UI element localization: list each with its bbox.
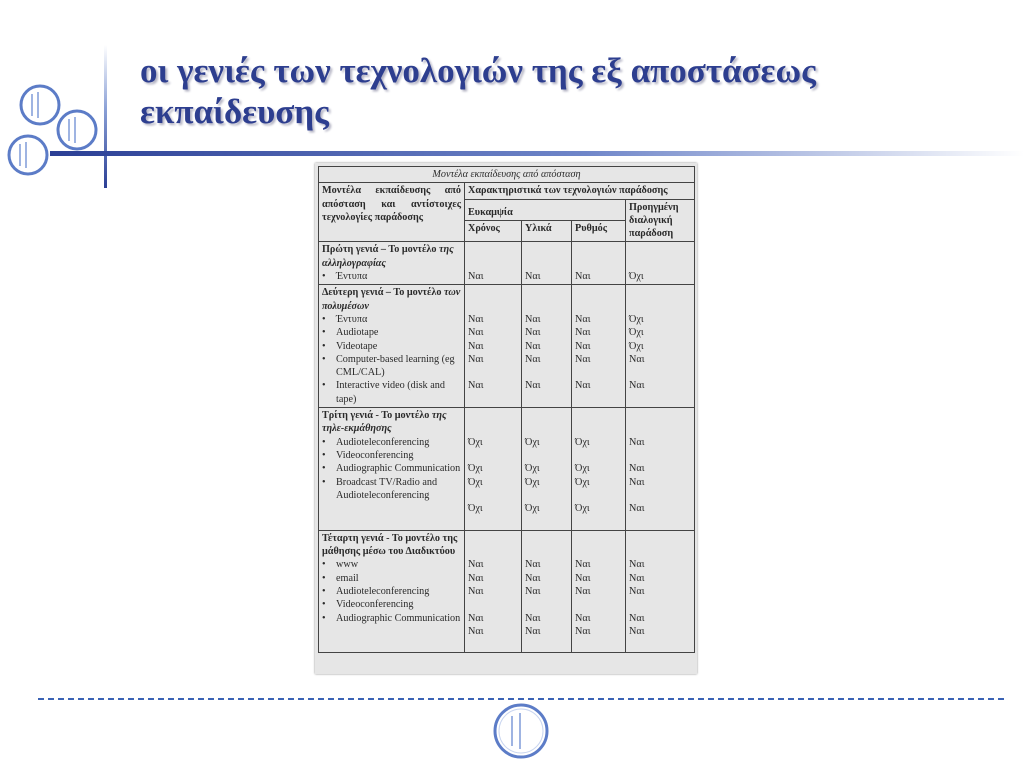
- section-title-bold: Πρώτη γενιά – Το μοντέλο: [322, 244, 437, 256]
- value-spacer: [629, 545, 691, 558]
- value-spacer: [629, 409, 691, 422]
- value-spacer: [575, 545, 622, 558]
- list-item: [322, 572, 461, 585]
- header-characteristics: Χαρακτηριστικά των τεχνολογιών παράδοσης: [465, 183, 695, 199]
- bullet-icon: •: [322, 449, 326, 461]
- bullet-icon: •: [322, 612, 326, 624]
- section-cell: [319, 408, 465, 531]
- value-cell: [522, 242, 572, 285]
- list-item-label: Audiographic Communication: [336, 463, 461, 475]
- list-item: [322, 612, 461, 625]
- section-title: [322, 409, 461, 436]
- value: Ναι: [629, 503, 645, 515]
- value-spacer: [575, 257, 622, 270]
- value-spacer: [525, 409, 568, 422]
- value: Ναι: [468, 327, 484, 339]
- value-spacer: [468, 545, 518, 558]
- value: Ναι: [525, 572, 541, 584]
- value: Ναι: [629, 463, 645, 475]
- list-item-label: Audiographic Communication: [336, 612, 461, 624]
- value-spacer: [629, 257, 691, 270]
- value-spacer: [468, 409, 518, 422]
- value-spacer: [629, 489, 691, 502]
- list-item: [322, 340, 461, 353]
- value: Όχι: [525, 476, 540, 488]
- header-advanced-delivery: Προηγμένη διαλογική παράδοση: [626, 199, 695, 242]
- value-spacer: [525, 243, 568, 256]
- value-cell: [522, 408, 572, 531]
- value-cell: [465, 408, 522, 531]
- list-item-label: Έντυπα: [336, 271, 368, 283]
- value: Ναι: [468, 585, 484, 597]
- list-item: [322, 326, 461, 339]
- value-spacer: [575, 489, 622, 502]
- value-spacer: [468, 286, 518, 299]
- value-spacer: [575, 532, 622, 545]
- value-spacer: [629, 532, 691, 545]
- list-item-label: Έντυπα: [336, 313, 368, 325]
- value: Ναι: [629, 572, 645, 584]
- list-item: [322, 558, 461, 571]
- value-spacer: [629, 598, 691, 611]
- value-cell: [522, 530, 572, 653]
- value: Ναι: [525, 340, 541, 352]
- value-spacer: [629, 300, 691, 313]
- value-cell: [626, 242, 695, 285]
- value-spacer: [468, 532, 518, 545]
- value-spacer: [525, 515, 568, 528]
- header-time: Χρόνος: [465, 221, 522, 242]
- value: Όχι: [629, 271, 644, 283]
- header-pace: Ρυθμός: [572, 221, 626, 242]
- corner-logo-icon: [2, 80, 102, 180]
- table-row: [319, 530, 695, 653]
- value-spacer: [525, 638, 568, 651]
- value-spacer: [575, 286, 622, 299]
- list-item-label: Videotape: [336, 340, 378, 352]
- list-item-label: Audiotape: [336, 327, 379, 339]
- value: Όχι: [629, 313, 644, 325]
- slide-title: [140, 50, 1000, 132]
- value: Ναι: [575, 559, 591, 571]
- section-cell: [319, 242, 465, 285]
- list-item: [322, 436, 461, 449]
- section-title-italic: της τηλε-εκμάθησης: [322, 410, 447, 435]
- bullet-icon: •: [322, 599, 326, 611]
- value-spacer: [575, 243, 622, 256]
- value: Ναι: [468, 340, 484, 352]
- value: Ναι: [575, 340, 591, 352]
- section-title: [322, 286, 461, 313]
- value-spacer: [468, 489, 518, 502]
- value: Ναι: [525, 585, 541, 597]
- list-item-label: Videoconferencing: [336, 449, 414, 461]
- section-cell: [319, 530, 465, 653]
- value-spacer: [575, 515, 622, 528]
- value-spacer: [629, 243, 691, 256]
- value-spacer: [525, 489, 568, 502]
- list-item-label: Videoconferencing: [336, 599, 414, 611]
- value-spacer: [575, 409, 622, 422]
- value-spacer: [468, 422, 518, 435]
- value: Ναι: [468, 380, 484, 392]
- value-cell: [626, 408, 695, 531]
- section-title-italic: της αλληλογραφίας: [322, 244, 454, 269]
- value: Όχι: [575, 476, 590, 488]
- value-spacer: [525, 598, 568, 611]
- value-spacer: [629, 286, 691, 299]
- value: Ναι: [575, 313, 591, 325]
- value-spacer: [468, 515, 518, 528]
- list-item: [322, 313, 461, 326]
- value-spacer: [629, 638, 691, 651]
- list-item: [322, 353, 461, 380]
- value-spacer: [525, 532, 568, 545]
- value-spacer: [525, 545, 568, 558]
- value: Ναι: [575, 612, 591, 624]
- value-spacer: [525, 366, 568, 379]
- bullet-icon: •: [322, 476, 326, 488]
- table-body: [319, 242, 695, 653]
- value-spacer: [525, 300, 568, 313]
- value: Ναι: [525, 625, 541, 637]
- list-item: [322, 476, 461, 503]
- value: Όχι: [468, 503, 483, 515]
- value: Ναι: [575, 327, 591, 339]
- value-spacer: [468, 366, 518, 379]
- value-spacer: [575, 300, 622, 313]
- value: Ναι: [629, 353, 645, 365]
- bullet-icon: •: [322, 327, 326, 339]
- value-cell: [465, 530, 522, 653]
- list-item-label: Audioteleconferencing: [336, 585, 430, 597]
- value: Ναι: [525, 353, 541, 365]
- value: Όχι: [575, 503, 590, 515]
- value-spacer: [629, 422, 691, 435]
- value: Ναι: [575, 625, 591, 637]
- value: Ναι: [629, 559, 645, 571]
- value: Ναι: [575, 271, 591, 283]
- value: Ναι: [575, 380, 591, 392]
- section-title-bold: Τρίτη γενιά - Το μοντέλο: [322, 410, 430, 422]
- bullet-icon: •: [322, 436, 326, 448]
- value: Όχι: [629, 327, 644, 339]
- value: Ναι: [525, 271, 541, 283]
- value: Ναι: [468, 271, 484, 283]
- value-spacer: [525, 422, 568, 435]
- value-cell: [522, 285, 572, 408]
- value-cell: [626, 530, 695, 653]
- bullet-icon: •: [322, 463, 326, 475]
- generations-table: [318, 166, 695, 653]
- section-cell: [319, 285, 465, 408]
- value-spacer: [575, 638, 622, 651]
- value: Ναι: [575, 353, 591, 365]
- value-spacer: [525, 286, 568, 299]
- value: Ναι: [468, 313, 484, 325]
- value-spacer: [468, 598, 518, 611]
- value: Ναι: [468, 625, 484, 637]
- section-title: [322, 243, 461, 270]
- value-spacer: [468, 243, 518, 256]
- list-item-label: Audioteleconferencing: [336, 436, 430, 448]
- header-flexibility: Ευκαμψία: [465, 199, 626, 220]
- bullet-icon: •: [322, 340, 326, 352]
- value-spacer: [525, 393, 568, 406]
- value-spacer: [629, 393, 691, 406]
- bullet-icon: •: [322, 380, 326, 392]
- bullet-icon: •: [322, 585, 326, 597]
- header-models: Μοντέλα εκπαίδευσης από απόσταση και αντίστοιχες τεχνολογίες παράδοσης: [319, 183, 465, 242]
- table-row: [319, 285, 695, 408]
- section-title-bold: Τέταρτη γενιά - Το μοντέλο της μάθησης μέσω του Διαδικτύου: [322, 532, 458, 558]
- value: Ναι: [629, 380, 645, 392]
- title-line-2: εκπαίδευσης: [140, 92, 329, 131]
- value: Ναι: [575, 572, 591, 584]
- value: Ναι: [525, 327, 541, 339]
- list-item: [322, 585, 461, 598]
- value: Ναι: [468, 612, 484, 624]
- value-spacer: [629, 515, 691, 528]
- value-spacer: [468, 300, 518, 313]
- list-item-label: Interactive video (disk and tape): [336, 380, 445, 405]
- list-item: [322, 598, 461, 611]
- value-spacer: [575, 422, 622, 435]
- value-cell: [572, 408, 626, 531]
- value-cell: [465, 285, 522, 408]
- value: Ναι: [525, 380, 541, 392]
- bullet-icon: •: [322, 559, 326, 571]
- value: Όχι: [525, 503, 540, 515]
- value-spacer: [629, 449, 691, 462]
- value: Ναι: [525, 612, 541, 624]
- footer-logo-icon: [490, 700, 552, 762]
- header-materials: Υλικά: [522, 221, 572, 242]
- value: Όχι: [575, 436, 590, 448]
- list-item: [322, 462, 461, 475]
- section-title: [322, 532, 461, 559]
- value: Όχι: [629, 340, 644, 352]
- title-line-1: οι γενιές των τεχνολογιών της εξ αποστάσεως: [140, 51, 816, 90]
- value-cell: [572, 242, 626, 285]
- value-spacer: [525, 257, 568, 270]
- value-spacer: [575, 449, 622, 462]
- value-cell: [465, 242, 522, 285]
- list-item: [322, 379, 461, 406]
- value: Όχι: [468, 463, 483, 475]
- value-spacer: [575, 366, 622, 379]
- value: Όχι: [468, 436, 483, 448]
- table-row: [319, 242, 695, 285]
- bullet-icon: •: [322, 572, 326, 584]
- value: Ναι: [468, 572, 484, 584]
- value: Ναι: [575, 585, 591, 597]
- value: Ναι: [525, 559, 541, 571]
- table-row: [319, 408, 695, 531]
- bullet-icon: •: [322, 313, 326, 325]
- value-spacer: [525, 449, 568, 462]
- value-spacer: [575, 393, 622, 406]
- section-title-italic: των πολυμέσων: [322, 287, 461, 312]
- list-item: [322, 449, 461, 462]
- value-spacer: [575, 598, 622, 611]
- value: Όχι: [525, 463, 540, 475]
- table-caption: Μοντέλα εκπαίδευσης από απόσταση: [319, 167, 695, 183]
- value: Ναι: [629, 612, 645, 624]
- value: Ναι: [468, 559, 484, 571]
- value-spacer: [468, 449, 518, 462]
- value: Όχι: [468, 476, 483, 488]
- value: Ναι: [629, 625, 645, 637]
- list-item-label: Broadcast TV/Radio and Audioteleconferencing: [336, 476, 438, 501]
- value-cell: [572, 530, 626, 653]
- list-item-label: www: [336, 559, 359, 571]
- value-spacer: [629, 366, 691, 379]
- bullet-icon: •: [322, 271, 326, 283]
- value-cell: [626, 285, 695, 408]
- list-item-label: Computer-based learning (eg CML/CAL): [336, 353, 455, 379]
- value: Όχι: [575, 463, 590, 475]
- list-item: [322, 270, 461, 283]
- value: Ναι: [468, 353, 484, 365]
- value-cell: [572, 285, 626, 408]
- value-spacer: [468, 257, 518, 270]
- scanned-table-image: [315, 163, 697, 674]
- value-spacer: [468, 638, 518, 651]
- value: Ναι: [525, 313, 541, 325]
- value: Ναι: [629, 585, 645, 597]
- value: Όχι: [525, 436, 540, 448]
- bullet-icon: •: [322, 353, 326, 365]
- section-title-bold: Δεύτερη γενιά – Το μοντέλο: [322, 287, 442, 299]
- value-spacer: [468, 393, 518, 406]
- value: Ναι: [629, 436, 645, 448]
- list-item-label: email: [336, 572, 359, 584]
- value: Ναι: [629, 476, 645, 488]
